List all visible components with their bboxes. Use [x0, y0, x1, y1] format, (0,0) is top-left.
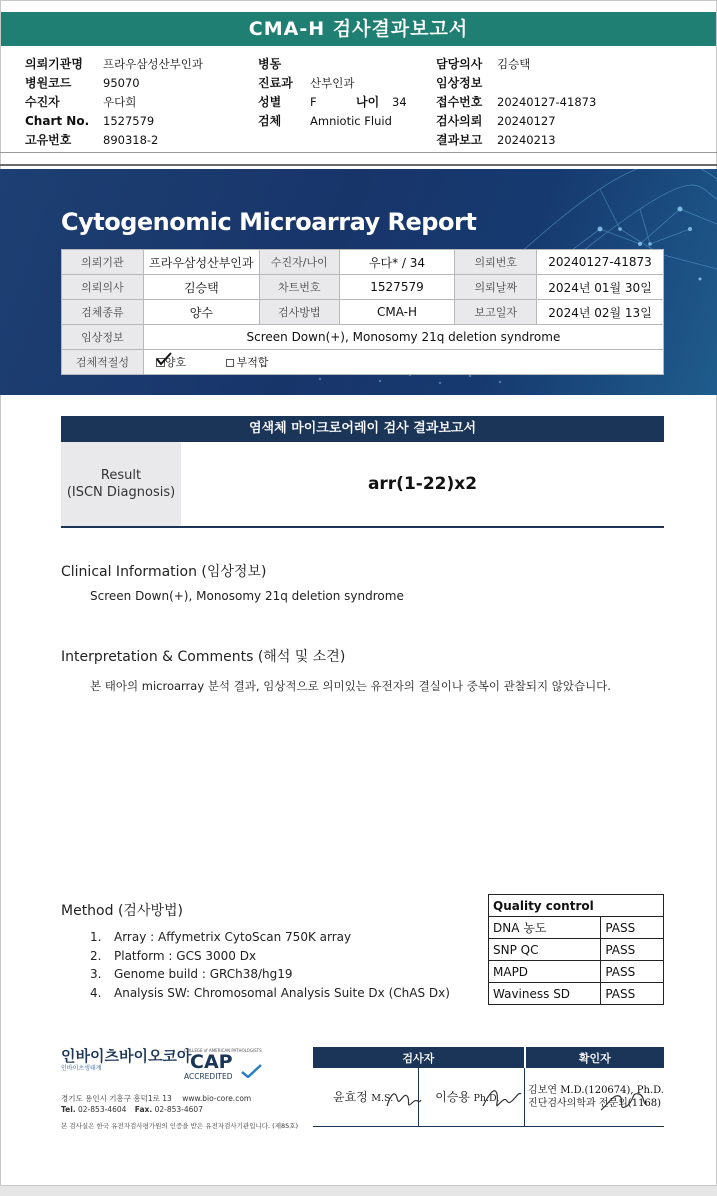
- header-label: 의뢰기관명: [25, 57, 83, 71]
- info-label: 검체종류: [62, 300, 144, 325]
- tester-2-cell: [419, 1068, 525, 1126]
- section-title-bar: 염색체 마이크로어레이 검사 결과보고서: [61, 416, 664, 442]
- tester-2-signature: [479, 1082, 523, 1114]
- divider: [0, 152, 717, 153]
- header-value: 1527579: [103, 114, 155, 128]
- header-value: 우다희: [103, 95, 137, 109]
- clinical-heading: Clinical Information (임상정보): [61, 564, 267, 580]
- header-value: F: [310, 95, 317, 109]
- checkbox-good[interactable]: [156, 354, 186, 370]
- list-item: [90, 930, 450, 949]
- result-label: [61, 442, 181, 526]
- header-label: Chart No.: [25, 114, 90, 128]
- info-value: 2024년 01월 30일: [537, 275, 664, 300]
- header-value: 20240127-41873: [497, 95, 597, 109]
- report-heading: Cytogenomic Microarray Report: [61, 208, 477, 236]
- qc-name: DNA 농도: [489, 917, 601, 939]
- table-row: [489, 983, 664, 1005]
- suitability-options: [143, 350, 663, 375]
- company-subtitle: 인바이츠생태계: [61, 1065, 102, 1072]
- header-label: 수진자: [25, 95, 60, 109]
- tel: 02-853-4604: [78, 1105, 127, 1114]
- option-good-label: 양호: [164, 356, 187, 369]
- approver-header: 확인자: [525, 1047, 664, 1068]
- header-col-2: [258, 57, 407, 133]
- quality-control-table: [488, 894, 664, 1005]
- header-value: 산부인과: [310, 76, 355, 90]
- header-label: 검체: [258, 114, 282, 128]
- divider: [0, 164, 717, 166]
- header-label: 임상정보: [436, 76, 483, 90]
- tester-1-signature: [383, 1084, 423, 1114]
- result-label-line-1: Result: [100, 468, 142, 483]
- info-label: 의뢰날짜: [455, 275, 537, 300]
- tester-2-name: 이승용: [435, 1090, 471, 1105]
- header-value: 20240127: [497, 114, 556, 128]
- result-label-line-2: (ISCN Diagnosis): [66, 485, 176, 500]
- list-number: 1.: [90, 930, 102, 944]
- info-label: 임상정보: [62, 325, 144, 350]
- info-label: 검체적절성: [62, 350, 144, 375]
- qc-name: MAPD: [489, 961, 601, 983]
- table-row: [62, 275, 664, 300]
- table-row: [489, 917, 664, 939]
- approver-signature: [599, 1086, 649, 1116]
- header-value: 프라우삼성산부인과: [103, 57, 203, 71]
- page-bottom-margin: [0, 1186, 717, 1196]
- table-row: [489, 961, 664, 983]
- info-label: 수진자/나이: [259, 250, 339, 275]
- header-label: 담당의사: [436, 57, 483, 71]
- contact-line: [61, 1105, 203, 1114]
- cap-accredited: ACCREDITED: [184, 1072, 233, 1081]
- info-label: 의뢰번호: [455, 250, 537, 275]
- qc-result: PASS: [601, 961, 664, 983]
- clinical-info-value: Screen Down(+), Monosomy 21q deletion syndrome: [143, 325, 663, 350]
- table-row: [313, 1047, 664, 1068]
- qc-name: Waviness SD: [489, 983, 601, 1005]
- result-box: [61, 442, 664, 528]
- tel-label: Tel.: [61, 1105, 76, 1114]
- info-label: 보고일자: [455, 300, 537, 325]
- table-row: [489, 895, 664, 917]
- fax: 02-853-4607: [154, 1105, 203, 1114]
- method-text: Array : Affymetrix CytoScan 750K array: [114, 930, 352, 944]
- list-item: [90, 949, 450, 968]
- website-link[interactable]: www.bio-core.com: [182, 1094, 252, 1103]
- header-label: 성별: [258, 95, 282, 109]
- cap-org: COLLEGE of AMERICAN PATHOLOGISTS: [184, 1048, 262, 1053]
- qc-result: PASS: [601, 939, 664, 961]
- header-label: 검사의뢰: [436, 114, 483, 128]
- list-item: [90, 986, 450, 1005]
- patient-info-table: [61, 249, 664, 375]
- checkmark-icon: [240, 1064, 262, 1078]
- table-row: [62, 250, 664, 275]
- list-item: [90, 967, 450, 986]
- header-col-3: [436, 57, 596, 152]
- header-value: 20240213: [497, 133, 556, 147]
- header-label: 접수번호: [436, 95, 483, 109]
- company-logo: 인바이츠바이오코아: [61, 1047, 192, 1065]
- cap-accredited-logo: [184, 1048, 264, 1086]
- tester-1-cell: [313, 1068, 419, 1126]
- info-value: CMA-H: [339, 300, 455, 325]
- header-label: 병원코드: [25, 76, 72, 90]
- info-value: 2024년 02월 13일: [537, 300, 664, 325]
- tester-1-title: M.S.: [371, 1093, 394, 1105]
- info-value: 1527579: [339, 275, 455, 300]
- info-value: 김승택: [143, 275, 259, 300]
- header-label: 나이: [356, 95, 380, 109]
- list-number: 3.: [90, 967, 102, 981]
- tester-header: 검사자: [313, 1047, 525, 1068]
- method-heading: Method (검사방법): [61, 903, 183, 919]
- header-col-1: [25, 57, 203, 152]
- interpretation-text: 본 태아의 microarray 분석 결과, 임상적으로 의미있는 유전자의 결실이나 중복이 관찰되지 않았습니다.: [90, 679, 611, 693]
- approver-line-1: 김보연 M.D.(120674), Ph.D.: [528, 1084, 664, 1096]
- approver-line-2: 진단검사의학과 전문의(1168): [528, 1097, 662, 1109]
- table-row: [489, 939, 664, 961]
- cap-main: CAP: [190, 1051, 233, 1073]
- info-value: 20240127-41873: [537, 250, 664, 275]
- qc-result: PASS: [601, 917, 664, 939]
- interpretation-heading: Interpretation & Comments (해석 및 소견): [61, 649, 346, 665]
- signature-table: [313, 1047, 664, 1127]
- header-label: 병동: [258, 57, 282, 71]
- qc-title: Quality control: [489, 895, 664, 917]
- info-value: 프라우삼성산부인과: [143, 250, 259, 275]
- table-row: [313, 1068, 664, 1126]
- info-value: 우다* / 34: [339, 250, 455, 275]
- address-line: [61, 1093, 251, 1104]
- header-value: 95070: [103, 76, 140, 90]
- result-value: arr(1-22)x2: [367, 474, 478, 494]
- header-value: 김승택: [497, 57, 531, 71]
- accreditation-notice: 본 검사실은 한국 유전자검사평가원의 인증을 받은 유전자검사기관입니다. (제85호): [61, 1122, 299, 1130]
- qc-result: PASS: [601, 983, 664, 1005]
- list-number: 2.: [90, 948, 102, 963]
- qc-name: SNP QC: [489, 939, 601, 961]
- checkbox-bad[interactable]: [226, 354, 269, 370]
- address: 경기도 용인시 기흥구 흥덕1로 13: [61, 1094, 172, 1103]
- fax-label: Fax.: [134, 1105, 153, 1114]
- table-row: [62, 350, 664, 375]
- header-label: 결과보고: [436, 133, 483, 147]
- method-text: Genome build : GRCh38/hg19: [114, 967, 293, 981]
- clinical-text: Screen Down(+), Monosomy 21q deletion syndrome: [90, 589, 404, 603]
- info-label: 검사방법: [259, 300, 339, 325]
- method-text: Platform : GCS 3000 Dx: [114, 948, 257, 963]
- empty-checkbox-icon: [226, 359, 234, 367]
- table-row: [62, 325, 664, 350]
- method-list: [90, 930, 450, 1004]
- option-bad-label: 부적합: [236, 356, 269, 369]
- info-label: 의뢰기관: [62, 250, 144, 275]
- info-value: 양수: [143, 300, 259, 325]
- tester-1-name: 윤효정: [333, 1090, 368, 1105]
- checked-checkbox-icon: [156, 358, 165, 367]
- info-label: 의뢰의사: [62, 275, 144, 300]
- tester-2-title: Ph.D.: [473, 1093, 500, 1105]
- info-label: 차트번호: [259, 275, 339, 300]
- list-number: 4.: [90, 985, 102, 1000]
- report-title: CMA-H 검사결과보고서: [1, 12, 716, 46]
- header-label: 고유번호: [25, 133, 72, 147]
- header-value: Amniotic Fluid: [310, 114, 392, 128]
- header-value: 34: [392, 95, 407, 109]
- method-text: Analysis SW: Chromosomal Analysis Suite Dx (ChAS Dx): [114, 985, 450, 1000]
- table-row: [62, 300, 664, 325]
- header-value: 890318-2: [103, 133, 159, 147]
- header-label: 진료과: [258, 76, 293, 90]
- approver-cell: [525, 1068, 664, 1126]
